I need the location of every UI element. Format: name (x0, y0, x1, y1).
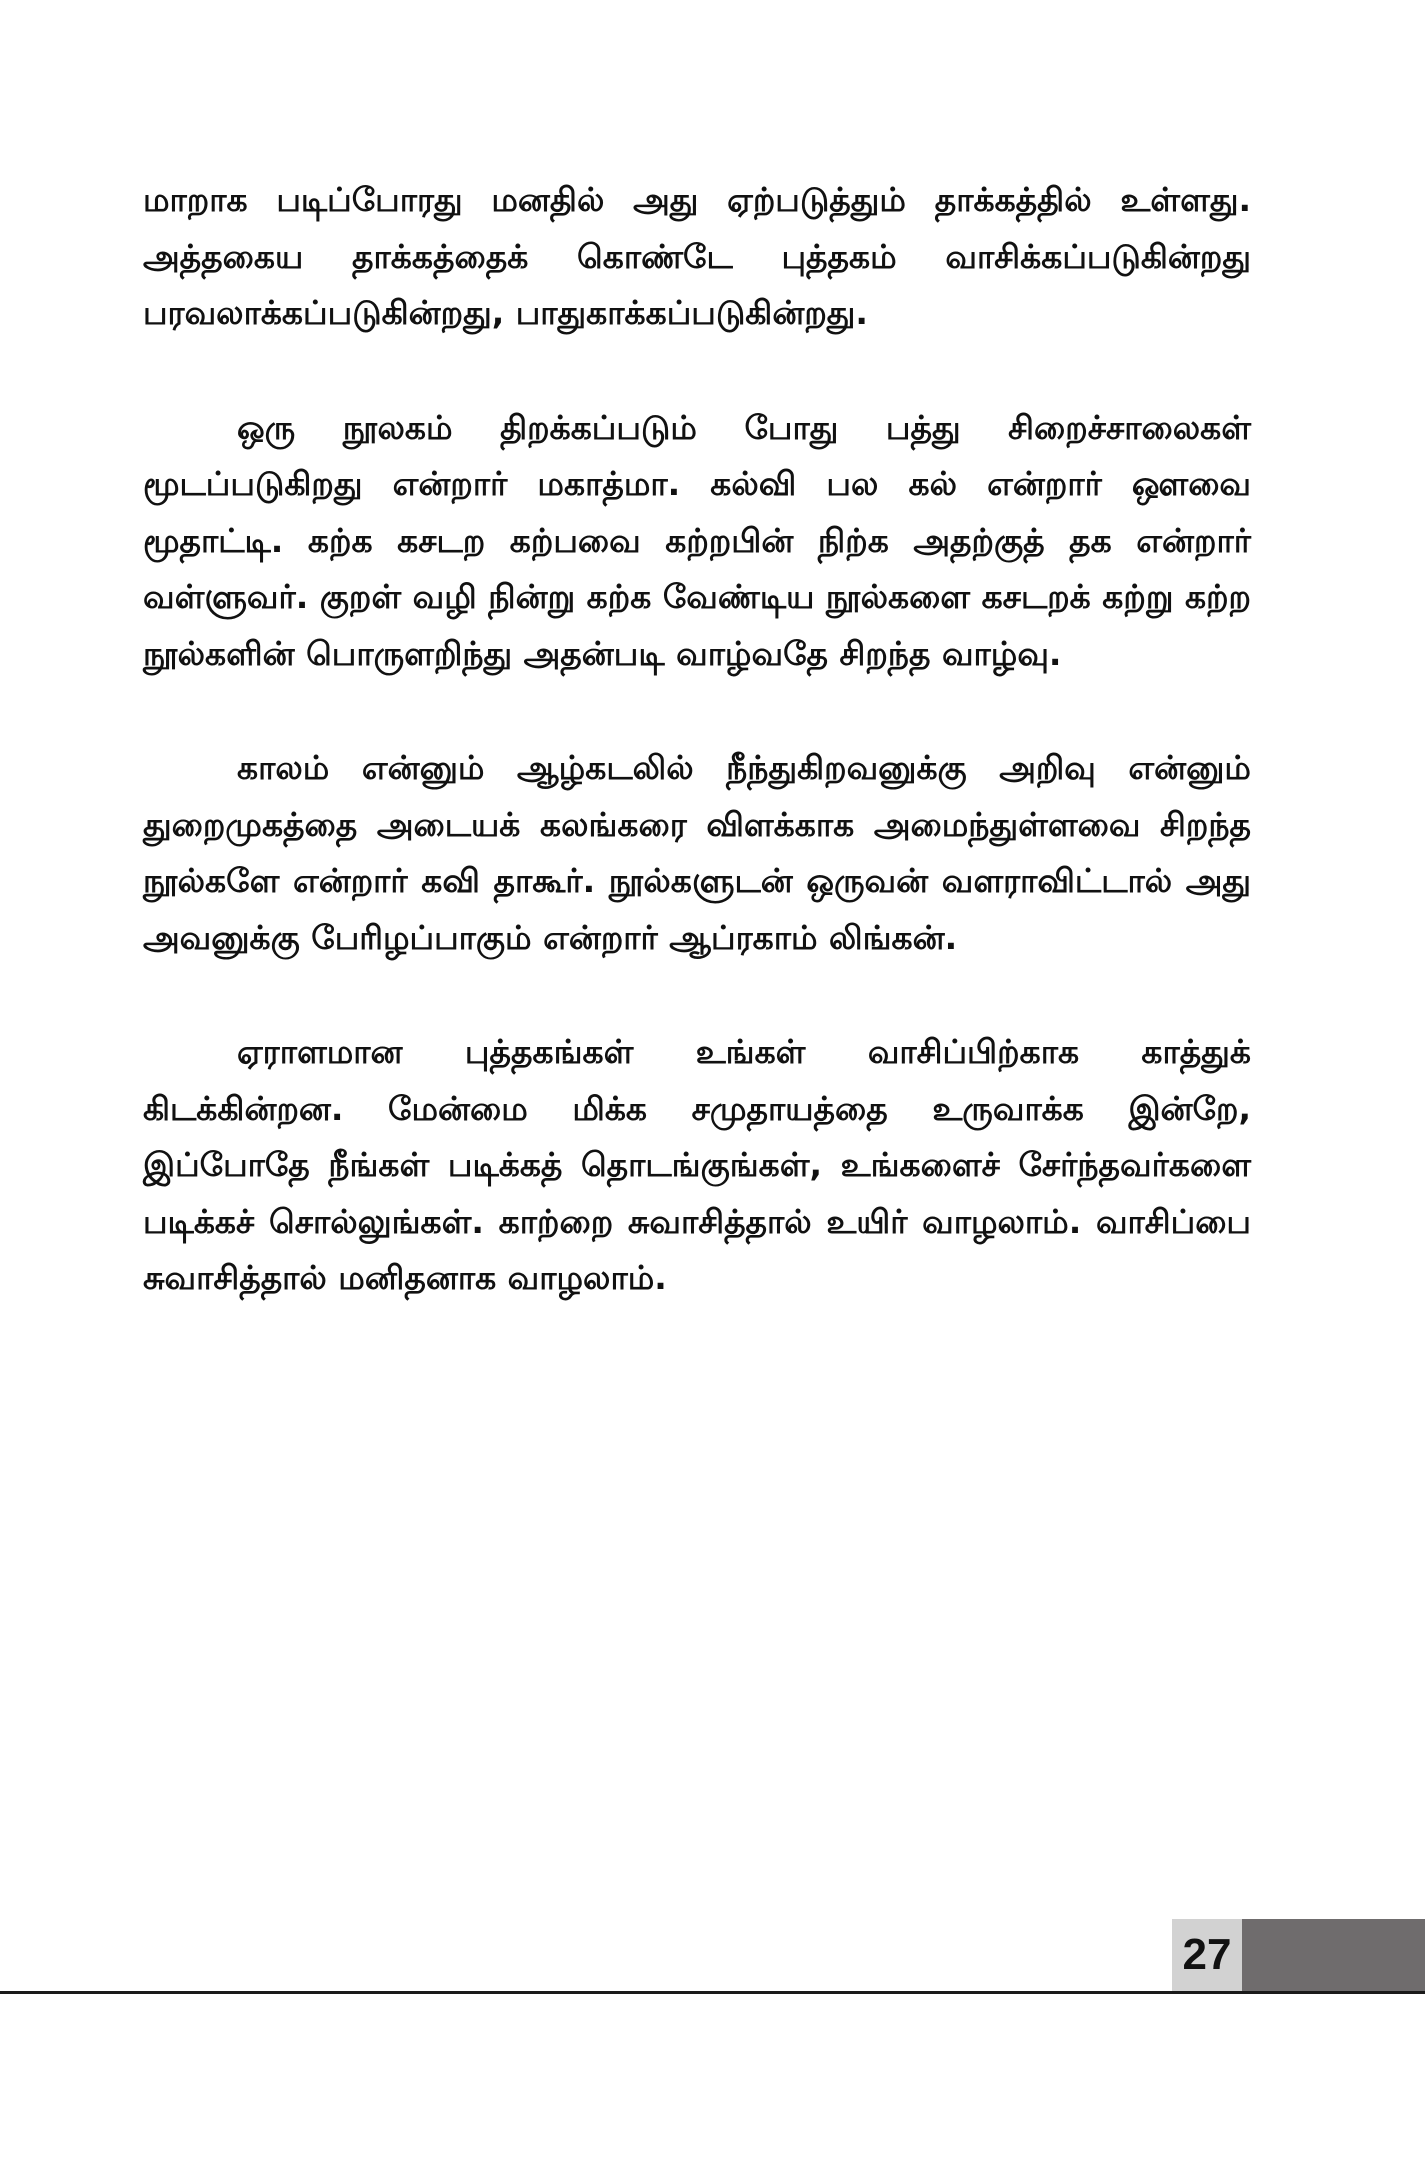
paragraph-call-to-read: ஏராளமான புத்தகங்கள் உங்கள் வாசிப்பிற்காக காத்துக் கிடக்கின்றன. மேன்மை மிக்க சமுதாயத்தை உருவாக்க இன்றே, இப்போதே நீங்கள் படிக்கத் தொடங்குங்கள், உங்களைச் சேர்ந்தவர்களை படிக்கச் சொல்லுங்கள். காற்றை சுவாசித்தால் உயிர் வாழலாம். வாசிப்பை சுவாசித்தால் மனிதனாக வாழலாம். (143, 1032, 1251, 1297)
paragraph-tagore-lincoln: காலம் என்னும் ஆழ்கடலில் நீந்துகிறவனுக்கு அறிவு என்னும் துறைமுகத்தை அடையக் கலங்கரை விளக்காக அமைந்துள்ளவை சிறந்த நூல்களே என்றார் கவி தாகூர். நூல்களுடன் ஒருவன் வளராவிட்டால் அது அவனுக்கு பேரிழப்பாகும் என்றார் ஆப்ரகாம் லிங்கன். (143, 748, 1251, 957)
footer-divider (0, 1991, 1425, 1994)
page-number: 27 (1172, 1919, 1242, 1991)
page-body (143, 172, 1251, 1365)
page-tab-bar (1242, 1919, 1425, 1991)
paragraph-library-quotes: ஒரு நூலகம் திறக்கப்படும் போது பத்து சிறைச்சாலைகள் மூடப்படுகிறது என்றார் மகாத்மா. கல்வி பல கல் என்றார் ஔவை மூதாட்டி. கற்க கசடற கற்பவை கற்றபின் நிற்க அதற்குத் தக என்றார் வள்ளுவர். குறள் வழி நின்று கற்க வேண்டிய நூல்களை கசடறக் கற்று கற்ற நூல்களின் பொருளறிந்து அதன்படி வாழ்வதே சிறந்த வாழ்வு. (143, 407, 1251, 673)
paragraph-continuation: மாறாக படிப்போரது மனதில் அது ஏற்படுத்தும் தாக்கத்தில் உள்ளது. அத்தகைய தாக்கத்தைக் கொண்டே புத்தகம் வாசிக்கப்படுகின்றது பரவலாக்கப்படுகின்றது, பாதுகாக்கப்படுகின்றது. (143, 180, 1251, 332)
